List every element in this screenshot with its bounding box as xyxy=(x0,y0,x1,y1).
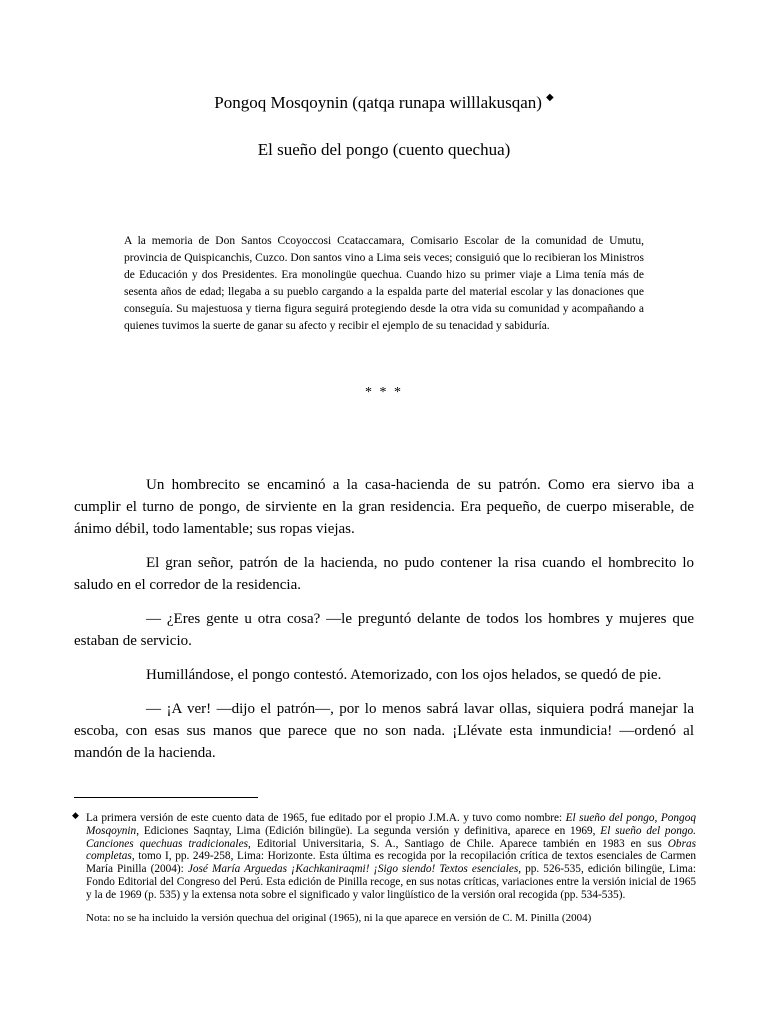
story-paragraph: Un hombrecito se encaminó a la casa-hacienda de su patrón. Como era siervo iba a cumplir el turno de pongo, de sirviente en la gran residencia. Era pequeño, de cuerpo miserable, de ánimo débil, todo lamentable; sus ropas viejas. xyxy=(74,477,694,537)
page-title xyxy=(0,93,768,116)
story-paragraph: — ¿Eres gente u otra cosa? —le preguntó delante de todos los hombres y mujeres que estaban de servicio. xyxy=(74,611,694,649)
story-paragraph: Humillándose, el pongo contestó. Atemorizado, con los ojos helados, se quedó de pie. xyxy=(146,667,662,683)
footnote-title-italic: Obras completas xyxy=(86,837,697,863)
story-body xyxy=(74,474,694,776)
footnote-text-segment: , Editorial Universitaria, S. A., Santiago de Chile. Aparece también en 1983 en sus xyxy=(248,837,668,850)
footnote xyxy=(72,812,696,925)
page-subtitle: El sueño del pongo (cuento quechua) xyxy=(257,140,511,159)
footnote-text-segment: , pp. 526-535, edición bilingüe, Lima: Fondo Editorial del Congreso del Perú. Esta edición de Pinilla recoge, en sus notas críticas, variaciones entre la versión inicial de 1965 y la de 1969 (p. 535) y la extensa nota sobre el significado y valor lingüístico de la versión oral recogida (pp. 534-535). xyxy=(86,863,697,901)
story-paragraph: El gran señor, patrón de la hacienda, no pudo contener la risa cuando el hombrecito lo saludo en el corredor de la residencia. xyxy=(74,555,694,593)
footnote-note: Nota: no se ha incluido la versión quechua del original (1965), ni la que aparece en versión de C. M. Pinilla (2004) xyxy=(86,911,592,924)
footnote-marker: ◆ xyxy=(72,810,79,820)
footnote-title-italic: El sueño del pongo, Pongoq Mosqoynin xyxy=(86,812,696,837)
footnote-divider xyxy=(74,797,258,798)
footnote-text-segment: , Ediciones Saqntay, Lima (Edición bilingüe). La segunda versión y definitiva, aparece en 1969, xyxy=(136,824,601,837)
footnote-text-segment: , tomo I, pp. 249-258, Lima: Horizonte. Esta última es recogida por la recopilación crítica de textos esenciales de Carmen María Pinilla (2004): xyxy=(86,850,696,876)
footnote-text xyxy=(86,812,696,902)
footnote-reference-marker[interactable]: ◆ xyxy=(545,92,554,103)
dedication-paragraph: A la memoria de Don Santos Ccoyoccosi Ccataccamara, Comisario Escolar de la comunidad de Umutu, provincia de Quispicanchis, Cuzco. Don santos vino a Lima seis veces; consiguió que lo recibieran los Ministros de Educación y dos Presidentes. Era monolingüe quechua. Cuando hizo su primer viaje a Lima tenía más de sesenta años de edad; llegaba a su pueblo cargando a la espalda parte del material escolar y las donaciones que conseguía. Su majestuosa y tierna figura seguirá protegiendo desde la otra vida su comunidad y acompañando a quienes tuvimos la suerte de ganar su afecto y recibir el ejemplo de su tenacidad y sabiduría. xyxy=(124,235,644,332)
section-separator: * * * xyxy=(365,385,403,400)
footnote-title-italic: El sueño del pongo. Canciones quechuas tradicionales xyxy=(86,824,696,850)
footnote-title-italic: José María Arguedas ¡Kachkaniraqmi! ¡Sigo siendo! Textos esenciales xyxy=(187,863,519,876)
title-text: Pongoq Mosqoynin (qatqa runapa willlakusqan) xyxy=(214,93,542,112)
footnote-text-segment: La primera versión de este cuento data de 1965, fue editado por el propio J.M.A. y tuvo como nombre: xyxy=(86,812,566,824)
story-paragraph: — ¡A ver! —dijo el patrón—, por lo menos sabrá lavar ollas, siquiera podrá manejar la escoba, con esas sus manos que parece que no son nada. ¡Llévate esta inmundicia! —ordenó al mandón de la hacienda. xyxy=(74,701,694,761)
